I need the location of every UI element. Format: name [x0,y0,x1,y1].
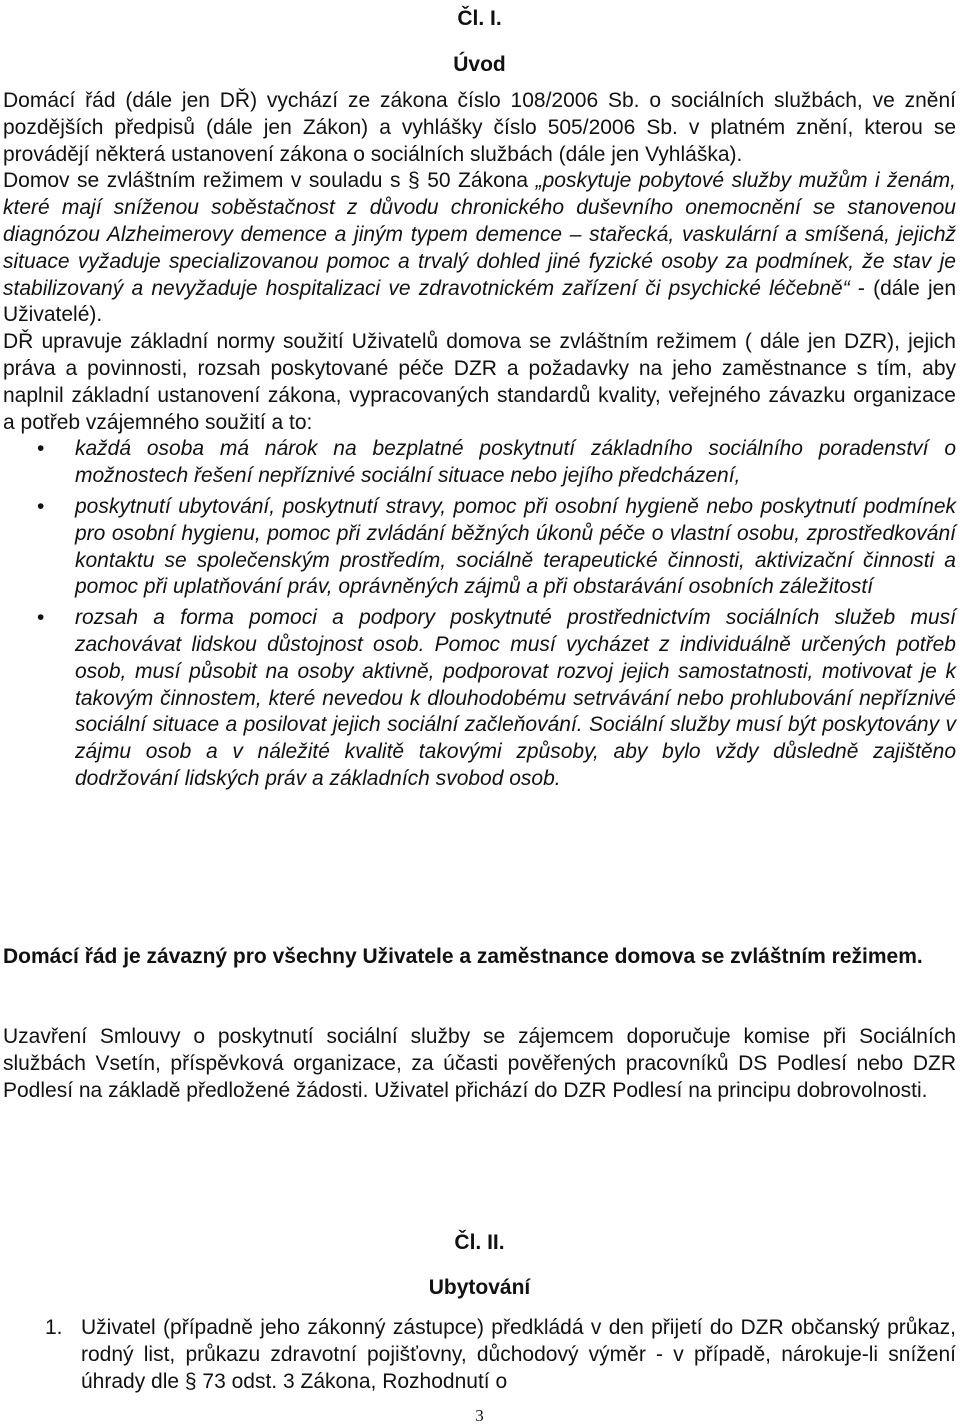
intro-paragraph-3: DŘ upravuje základní normy soužití Uživatelů domova se zvláštním režimem ( dále jen DZR), jejich práva a povinnosti, rozsah poskytované péče DZR a požadavky na jeho zaměstnance s tím, aby naplnil základní ustanovení zákona, vypracovaných standardů kvality, veřejného závazku organizace a potřeb vzájemného soužití a to: [3,330,956,434]
section-1-number: Čl. I. [457,7,502,30]
list-item [3,605,956,793]
list-item-text: Uživatel (případně jeho zákonný zástupce) předkládá v den přijetí do DZR občanský průkaz, rodný list, průkazu zdravotní pojišťovny, důchodový výměr - v případě, nárokuje-li snížení úhrady dle § 73 odst. 3 Zákona, Rozhodnutí o [81,1316,956,1393]
list-item-text: poskytnutí ubytování, poskytnutí stravy, pomoc při osobní hygieně nebo poskytnutí podmínek pro osobní hygienu, pomoc při zvládání běžných úkonů péče o vlastní osobu, zprostředkování kontaktu se společenským prostředím, sociálně terapeutické činnosti, aktivizační činnosti a pomoc při uplatňování práv, oprávněných zájmů a při obstarávání osobních záležitostí [75,494,956,599]
list-item-number: 1. [45,1316,63,1339]
intro-paragraph-2-end: - (dále jen Uživatelé). [3,276,957,327]
bullet-icon: • [37,437,45,461]
list-item-text: rozsah a forma pomoci a podpory poskytnuté prostřednictvím sociálních služeb musí zachovávat lidskou důstojnost osob. Pomoc musí vycházet z individuálně určených potřeb osob, musí působit na osoby aktivně, podporovat rozvoj jejich samostatnosti, motivovat je k takovým činnostem, které nevedou k dlouhodobému setrvávání nebo prohlubování nepříznivé sociální situace a posilovat jejich sociální začleňování. Sociální služby musí být poskytovány v zájmu osob a v náležité kvalitě takovými způsoby, aby bylo vždy důsledně zajištěno dodržování lidských práv a základních svobod osob. [75,606,956,790]
intro-paragraph-2 [3,168,956,329]
section-1-title: Úvod [453,53,506,76]
section-2-title: Ubytování [428,1276,531,1299]
intro-paragraph-2-quote: „poskytuje pobytové služby mužům i ženám, které mají sníženou soběstačnost z důvodu chronického duševního onemocnění se stanovenou diagnózou Alzheimerovy demence a jiným typem demence – stařecká, vaskulární a smíšená, jejichž situace vyžaduje specializovanou pomoc a trvalý dohled jiné fyzické osoby za podmínek, že stav je stabilizovaný a nevyžaduje hospitalizaci ve zdravotnickém zařízení či psychické léčebně“ [3,169,957,300]
numbered-list [3,1315,956,1395]
list-item [3,436,956,490]
list-item [3,1315,956,1395]
list-item [3,494,956,601]
principles-list [3,436,956,792]
page-number: 3 [475,1406,484,1425]
section-2-number: Čl. II. [454,1231,505,1254]
bullet-icon: • [37,606,45,630]
contract-paragraph: Uzavření Smlouvy o poskytnutí sociální služby se zájemcem doporučuje komise při Sociálních službách Vsetín, příspěvková organizace, za účasti pověřených pracovníků DS Podlesí nebo DZR Podlesí na základě předložené žádosti. Uživatel přichází do DZR Podlesí na principu dobrovolnosti. [3,1025,956,1102]
binding-note: Domácí řád je závazný pro všechny Uživatele a zaměstnance domova se zvláštním režimem. [3,945,923,968]
list-item-text: každá osoba má nárok na bezplatné poskytnutí základního sociálního poradenství o možnostech řešení nepříznivé sociální situace nebo jejího předcházení, [75,437,956,488]
intro-paragraph-2-start: Domov se zvláštním režimem v souladu s § 50 Zákona [3,169,536,193]
intro-paragraph-1: Domácí řád (dále jen DŘ) vychází ze zákona číslo 108/2006 Sb. o sociálních službách, ve znění pozdějších předpisů (dále jen Zákon) a vyhlášky číslo 505/2006 Sb. v platném znění, kterou se provádějí některá ustanovení zákona o sociálních službách (dále jen Vyhláška). [3,89,956,166]
intro-block [3,88,956,797]
bullet-icon: • [37,494,45,518]
